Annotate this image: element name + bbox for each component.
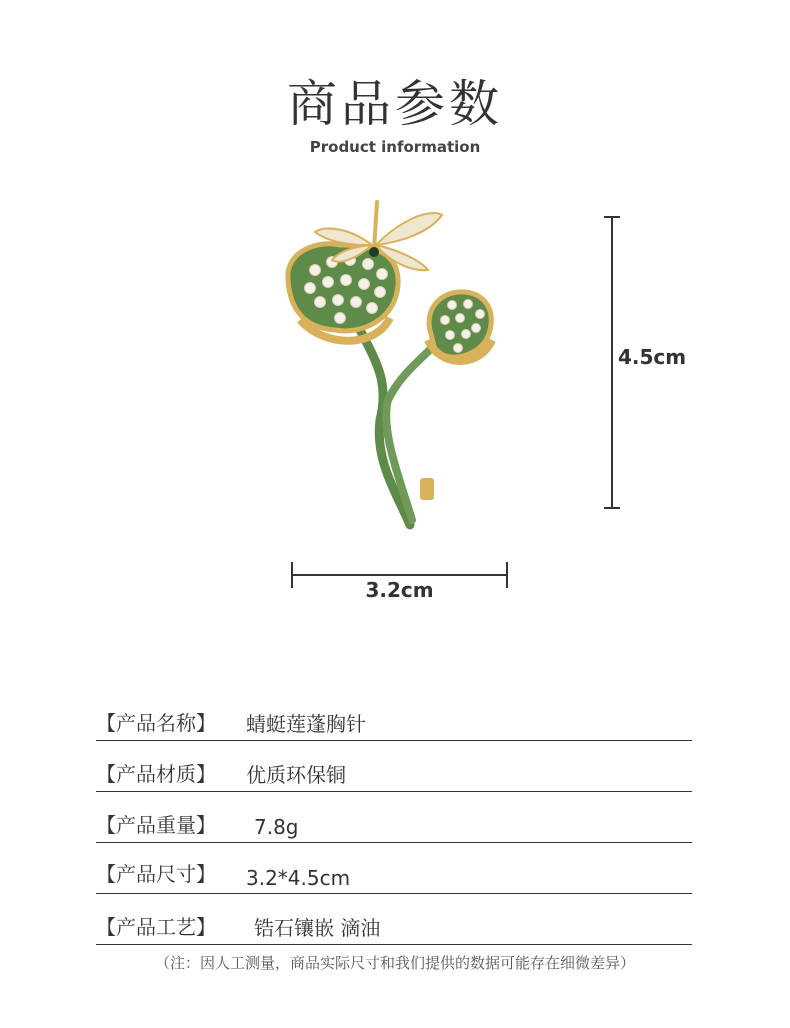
page-subtitle: Product information: [309, 138, 481, 156]
spec-label: 【产品工艺】: [96, 915, 216, 939]
spec-label: 【产品材质】: [96, 762, 216, 786]
spec-value: 7.8g: [254, 815, 299, 839]
spec-value: 锆石镶嵌 滴油: [254, 916, 381, 940]
spec-value: 3.2*4.5cm: [246, 866, 351, 890]
product-image: [280, 190, 520, 540]
spec-table: [96, 690, 692, 945]
spec-label: 【产品尺寸】: [96, 862, 216, 886]
spec-row-size: [96, 843, 692, 894]
width-dimension-label: 3.2cm: [365, 578, 434, 602]
spec-row-name: [96, 690, 692, 741]
measurement-disclaimer: （注：因人工测量，商品实际尺寸和我们提供的数据可能存在细微差异）: [154, 954, 635, 972]
spec-label: 【产品重量】: [96, 813, 216, 837]
spec-value: 优质环保铜: [246, 763, 346, 787]
spec-label: 【产品名称】: [96, 711, 216, 735]
spec-row-weight: [96, 792, 692, 843]
height-dimension-label: 4.5cm: [618, 345, 687, 369]
spec-row-material: [96, 741, 692, 792]
dragonfly-lotus-brooch-image: [280, 190, 520, 540]
spec-row-craft: [96, 894, 692, 945]
page-title: 商品参数: [287, 75, 503, 133]
spec-value: 蜻蜓莲蓬胸针: [246, 712, 366, 736]
